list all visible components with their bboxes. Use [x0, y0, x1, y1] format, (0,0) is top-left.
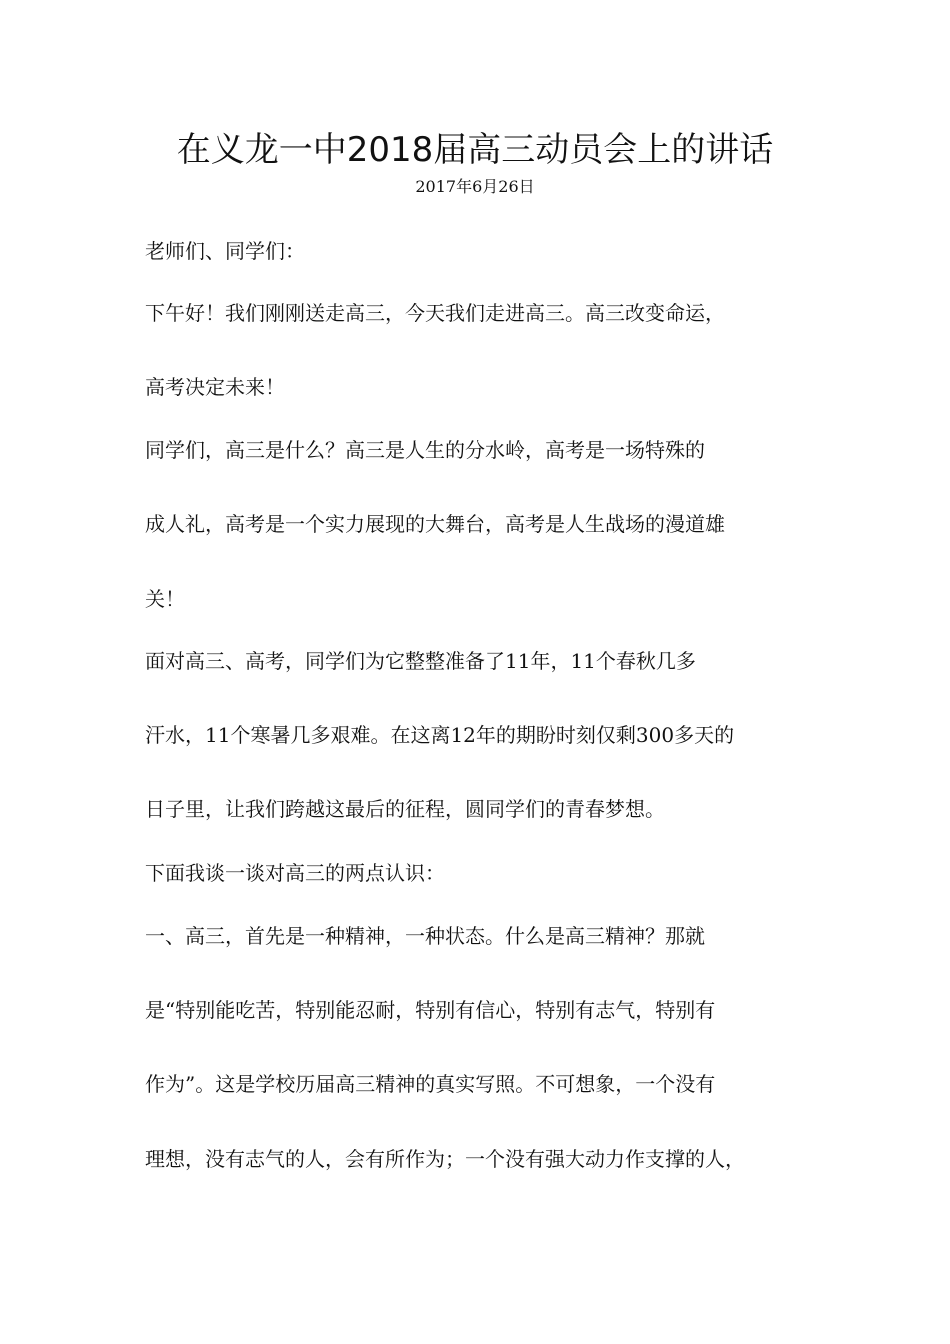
body-line: 下面我谈一谈对高三的两点认识： — [145, 861, 445, 885]
body-line: 汗水，11个寒暑几多艰难。在这离12年的期盼时刻仅剩300多天的 — [145, 723, 735, 747]
body-line: 是“特别能吃苦，特别能忍耐，特别有信心，特别有志气，特别有 — [145, 998, 716, 1022]
body-line: 成人礼，高考是一个实力展现的大舞台，高考是人生战场的漫道雄 — [145, 512, 725, 536]
body-line: 高考决定未来！ — [145, 375, 285, 399]
body-line: 一、高三，首先是一种精神，一种状态。什么是高三精神？那就 — [145, 924, 705, 948]
document-title: 在义龙一中2018届高三动员会上的讲话 — [176, 130, 774, 170]
greeting-line: 老师们、同学们： — [145, 239, 305, 263]
body-line: 关！ — [145, 587, 185, 611]
body-line: 面对高三、高考，同学们为它整整准备了11年，11个春秋几多 — [145, 649, 696, 673]
body-line: 下午好！我们刚刚送走高三，今天我们走进高三。高三改变命运， — [145, 301, 725, 325]
body-line: 作为”。这是学校历届高三精神的真实写照。不可想象，一个没有 — [145, 1072, 716, 1096]
body-line: 同学们，高三是什么？高三是人生的分水岭，高考是一场特殊的 — [145, 438, 705, 462]
body-line: 理想，没有志气的人，会有所作为；一个没有强大动力作支撑的人， — [145, 1147, 745, 1171]
document-date: 2017年6月26日 — [415, 177, 535, 196]
body-line: 日子里，让我们跨越这最后的征程，圆同学们的青春梦想。 — [145, 797, 665, 821]
